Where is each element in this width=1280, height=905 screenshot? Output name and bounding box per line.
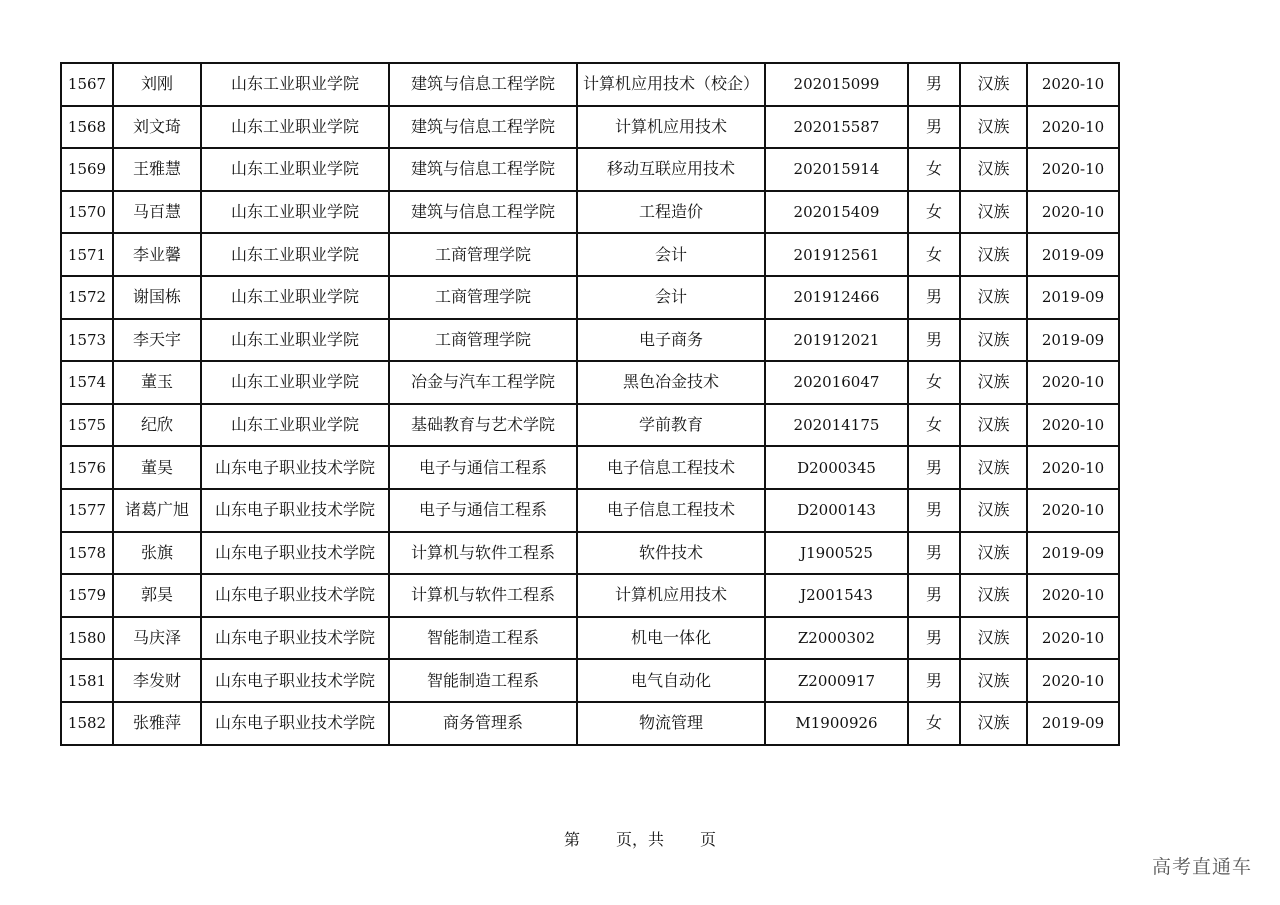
gender-cell: 男 (908, 446, 960, 489)
page-footer (0, 827, 1280, 850)
major-cell: 工程造价 (577, 191, 765, 234)
school-cell: 山东电子职业技术学院 (201, 489, 389, 532)
major-cell: 黑色冶金技术 (577, 361, 765, 404)
seq-no-cell: 1568 (61, 106, 113, 149)
school-cell: 山东电子职业技术学院 (201, 532, 389, 575)
table-row (61, 659, 1119, 702)
gender-cell: 男 (908, 63, 960, 106)
department-cell: 工商管理学院 (389, 233, 577, 276)
department-cell: 基础教育与艺术学院 (389, 404, 577, 447)
ethnicity-cell: 汉族 (960, 574, 1027, 617)
gender-cell: 女 (908, 233, 960, 276)
gender-cell: 女 (908, 404, 960, 447)
ethnicity-cell: 汉族 (960, 404, 1027, 447)
gender-cell: 女 (908, 702, 960, 745)
ethnicity-cell: 汉族 (960, 659, 1027, 702)
major-cell: 电气自动化 (577, 659, 765, 702)
major-cell: 物流管理 (577, 702, 765, 745)
department-cell: 建筑与信息工程学院 (389, 191, 577, 234)
table-row (61, 191, 1119, 234)
school-cell: 山东工业职业学院 (201, 191, 389, 234)
student-id-cell: M1900926 (765, 702, 908, 745)
ethnicity-cell: 汉族 (960, 617, 1027, 660)
table-row (61, 148, 1119, 191)
watermark: 高考直通车 (1151, 856, 1252, 878)
department-cell: 工商管理学院 (389, 319, 577, 362)
enroll-date-cell: 2019-09 (1027, 702, 1119, 745)
student-roster-table (60, 62, 1120, 746)
school-cell: 山东工业职业学院 (201, 106, 389, 149)
enroll-date-cell: 2020-10 (1027, 191, 1119, 234)
ethnicity-cell: 汉族 (960, 191, 1027, 234)
table-row (61, 617, 1119, 660)
enroll-date-cell: 2020-10 (1027, 446, 1119, 489)
gender-cell: 女 (908, 148, 960, 191)
table-row (61, 106, 1119, 149)
page-number-prefix: 第 (563, 830, 580, 849)
school-cell: 山东工业职业学院 (201, 276, 389, 319)
student-id-cell: 202014175 (765, 404, 908, 447)
gender-cell: 男 (908, 617, 960, 660)
major-cell: 计算机应用技术（校企） (577, 63, 765, 106)
department-cell: 工商管理学院 (389, 276, 577, 319)
enroll-date-cell: 2020-10 (1027, 63, 1119, 106)
major-cell: 计算机应用技术 (577, 106, 765, 149)
student-name-cell: 诸葛广旭 (113, 489, 201, 532)
major-cell: 电子信息工程技术 (577, 489, 765, 532)
seq-no-cell: 1580 (61, 617, 113, 660)
student-name-cell: 董昊 (113, 446, 201, 489)
page-number-middle: 页，共 (615, 830, 664, 849)
school-cell: 山东工业职业学院 (201, 319, 389, 362)
major-cell: 会计 (577, 233, 765, 276)
major-cell: 计算机应用技术 (577, 574, 765, 617)
gender-cell: 男 (908, 319, 960, 362)
enroll-date-cell: 2020-10 (1027, 617, 1119, 660)
enroll-date-cell: 2020-10 (1027, 574, 1119, 617)
enroll-date-cell: 2020-10 (1027, 404, 1119, 447)
school-cell: 山东电子职业技术学院 (201, 574, 389, 617)
school-cell: 山东工业职业学院 (201, 148, 389, 191)
page-number-suffix: 页 (700, 830, 717, 849)
student-name-cell: 李发财 (113, 659, 201, 702)
school-cell: 山东工业职业学院 (201, 63, 389, 106)
major-cell: 机电一体化 (577, 617, 765, 660)
department-cell: 冶金与汽车工程学院 (389, 361, 577, 404)
student-id-cell: J2001543 (765, 574, 908, 617)
ethnicity-cell: 汉族 (960, 148, 1027, 191)
seq-no-cell: 1575 (61, 404, 113, 447)
gender-cell: 女 (908, 191, 960, 234)
seq-no-cell: 1574 (61, 361, 113, 404)
school-cell: 山东电子职业技术学院 (201, 702, 389, 745)
seq-no-cell: 1582 (61, 702, 113, 745)
student-id-cell: 202015587 (765, 106, 908, 149)
student-name-cell: 马庆泽 (113, 617, 201, 660)
table-row (61, 446, 1119, 489)
department-cell: 智能制造工程系 (389, 617, 577, 660)
enroll-date-cell: 2019-09 (1027, 276, 1119, 319)
seq-no-cell: 1571 (61, 233, 113, 276)
enroll-date-cell: 2019-09 (1027, 532, 1119, 575)
department-cell: 建筑与信息工程学院 (389, 106, 577, 149)
student-id-cell: Z2000302 (765, 617, 908, 660)
department-cell: 计算机与软件工程系 (389, 532, 577, 575)
seq-no-cell: 1572 (61, 276, 113, 319)
student-name-cell: 刘文琦 (113, 106, 201, 149)
major-cell: 软件技术 (577, 532, 765, 575)
school-cell: 山东工业职业学院 (201, 233, 389, 276)
gender-cell: 男 (908, 489, 960, 532)
seq-no-cell: 1579 (61, 574, 113, 617)
gender-cell: 女 (908, 361, 960, 404)
ethnicity-cell: 汉族 (960, 319, 1027, 362)
student-name-cell: 谢国栋 (113, 276, 201, 319)
department-cell: 商务管理系 (389, 702, 577, 745)
seq-no-cell: 1578 (61, 532, 113, 575)
student-name-cell: 张旗 (113, 532, 201, 575)
student-id-cell: Z2000917 (765, 659, 908, 702)
ethnicity-cell: 汉族 (960, 532, 1027, 575)
student-name-cell: 刘刚 (113, 63, 201, 106)
table-row (61, 489, 1119, 532)
seq-no-cell: 1577 (61, 489, 113, 532)
seq-no-cell: 1567 (61, 63, 113, 106)
seq-no-cell: 1573 (61, 319, 113, 362)
ethnicity-cell: 汉族 (960, 446, 1027, 489)
student-id-cell: 202016047 (765, 361, 908, 404)
student-id-cell: 201912021 (765, 319, 908, 362)
student-id-cell: 202015099 (765, 63, 908, 106)
gender-cell: 男 (908, 532, 960, 575)
major-cell: 学前教育 (577, 404, 765, 447)
student-id-cell: D2000143 (765, 489, 908, 532)
gender-cell: 男 (908, 106, 960, 149)
gender-cell: 男 (908, 659, 960, 702)
seq-no-cell: 1570 (61, 191, 113, 234)
table-row (61, 404, 1119, 447)
ethnicity-cell: 汉族 (960, 233, 1027, 276)
student-name-cell: 董玉 (113, 361, 201, 404)
student-id-cell: D2000345 (765, 446, 908, 489)
seq-no-cell: 1569 (61, 148, 113, 191)
school-cell: 山东电子职业技术学院 (201, 617, 389, 660)
gender-cell: 男 (908, 574, 960, 617)
table-row (61, 319, 1119, 362)
school-cell: 山东电子职业技术学院 (201, 446, 389, 489)
department-cell: 计算机与软件工程系 (389, 574, 577, 617)
student-name-cell: 张雅萍 (113, 702, 201, 745)
student-id-cell: J1900525 (765, 532, 908, 575)
gender-cell: 男 (908, 276, 960, 319)
major-cell: 会计 (577, 276, 765, 319)
ethnicity-cell: 汉族 (960, 361, 1027, 404)
table-body (61, 63, 1119, 745)
department-cell: 建筑与信息工程学院 (389, 63, 577, 106)
enroll-date-cell: 2020-10 (1027, 659, 1119, 702)
school-cell: 山东电子职业技术学院 (201, 659, 389, 702)
enroll-date-cell: 2020-10 (1027, 148, 1119, 191)
student-name-cell: 纪欣 (113, 404, 201, 447)
seq-no-cell: 1581 (61, 659, 113, 702)
ethnicity-cell: 汉族 (960, 63, 1027, 106)
table-row (61, 276, 1119, 319)
ethnicity-cell: 汉族 (960, 106, 1027, 149)
student-name-cell: 马百慧 (113, 191, 201, 234)
school-cell: 山东工业职业学院 (201, 361, 389, 404)
table-row (61, 361, 1119, 404)
ethnicity-cell: 汉族 (960, 276, 1027, 319)
ethnicity-cell: 汉族 (960, 489, 1027, 532)
department-cell: 智能制造工程系 (389, 659, 577, 702)
student-name-cell: 郭昊 (113, 574, 201, 617)
enroll-date-cell: 2020-10 (1027, 106, 1119, 149)
enroll-date-cell: 2020-10 (1027, 361, 1119, 404)
enroll-date-cell: 2019-09 (1027, 319, 1119, 362)
major-cell: 移动互联应用技术 (577, 148, 765, 191)
enroll-date-cell: 2019-09 (1027, 233, 1119, 276)
student-name-cell: 李业馨 (113, 233, 201, 276)
ethnicity-cell: 汉族 (960, 702, 1027, 745)
table-row (61, 63, 1119, 106)
table-row (61, 702, 1119, 745)
student-name-cell: 李天宇 (113, 319, 201, 362)
enroll-date-cell: 2020-10 (1027, 489, 1119, 532)
seq-no-cell: 1576 (61, 446, 113, 489)
department-cell: 建筑与信息工程学院 (389, 148, 577, 191)
table-row (61, 574, 1119, 617)
student-id-cell: 202015409 (765, 191, 908, 234)
department-cell: 电子与通信工程系 (389, 446, 577, 489)
major-cell: 电子商务 (577, 319, 765, 362)
student-id-cell: 201912561 (765, 233, 908, 276)
table-row (61, 532, 1119, 575)
student-id-cell: 201912466 (765, 276, 908, 319)
department-cell: 电子与通信工程系 (389, 489, 577, 532)
student-name-cell: 王雅慧 (113, 148, 201, 191)
table-row (61, 233, 1119, 276)
major-cell: 电子信息工程技术 (577, 446, 765, 489)
school-cell: 山东工业职业学院 (201, 404, 389, 447)
student-id-cell: 202015914 (765, 148, 908, 191)
